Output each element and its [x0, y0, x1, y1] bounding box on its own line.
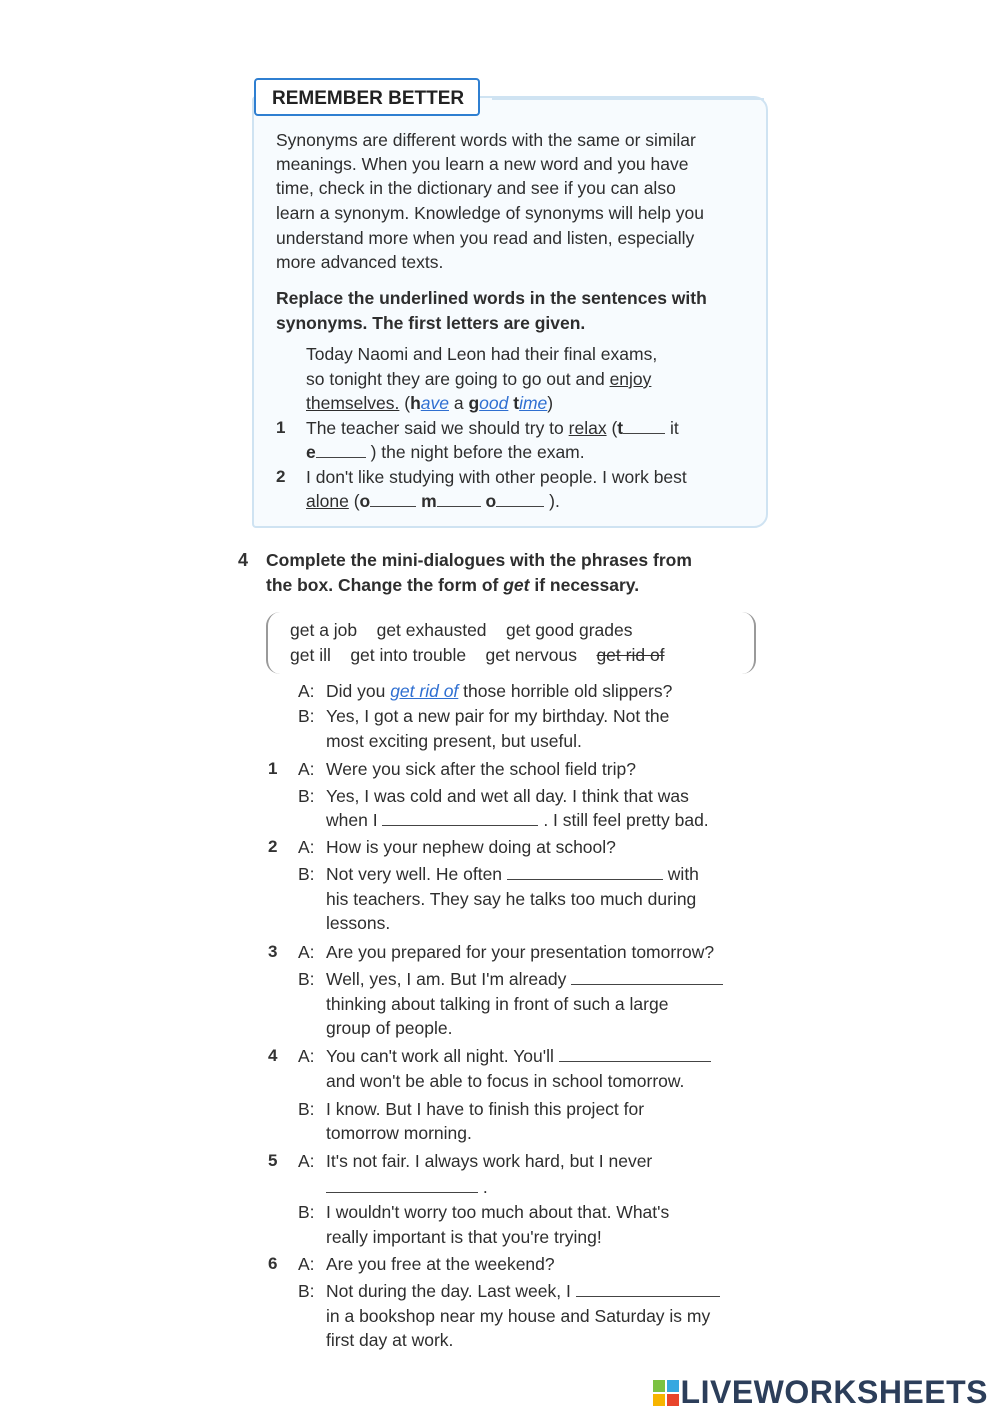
- example-answer: [404, 393, 553, 413]
- letter: e: [306, 442, 316, 462]
- dialogue-line: first day at work.: [326, 1330, 454, 1350]
- dialogue-line: [326, 967, 723, 991]
- phrase-row: [290, 618, 633, 642]
- phrase: get into trouble: [350, 645, 467, 665]
- remember-better-title: REMEMBER BETTER: [254, 78, 480, 116]
- item-line: [306, 440, 585, 464]
- exercise-instruction: [266, 573, 639, 597]
- example-text: so tonight they are going to go out and: [306, 369, 610, 389]
- intro-line: understand more when you read and listen, especially: [276, 228, 695, 248]
- intro-line: learn a synonym. Knowledge of synonyms will help you: [276, 203, 704, 223]
- dialogue-line: thinking about talking in front of such a large: [326, 994, 669, 1014]
- item-text: ).: [544, 491, 560, 511]
- remember-better-rule: [492, 98, 764, 100]
- dialogue-label: B:: [298, 969, 315, 989]
- letter: h: [410, 393, 421, 413]
- answer-blank[interactable]: [326, 1178, 478, 1193]
- letter: o: [359, 491, 371, 511]
- dialogue-line: Are you free at the weekend?: [326, 1254, 555, 1274]
- dialogue-label: A:: [298, 1046, 315, 1066]
- dialogue-text: those horrible old slippers?: [458, 681, 673, 701]
- underlined-word: themselves.: [306, 393, 400, 413]
- dialogue-text: Not very well. He often: [326, 864, 503, 884]
- dialogue-line: lessons.: [326, 913, 391, 933]
- dialogue-line: [326, 1279, 720, 1303]
- instruction-text: the box. Change the form of: [266, 575, 504, 595]
- underlined-word: alone: [306, 491, 349, 511]
- letter: t: [508, 393, 520, 413]
- letter: o: [485, 491, 497, 511]
- answer-blank[interactable]: [571, 970, 723, 985]
- answer-fill: ood: [479, 393, 509, 413]
- logo-text: LIVEWORKSHEETS: [680, 1374, 988, 1410]
- answer-blank[interactable]: [437, 492, 481, 507]
- instruction-text: get: [503, 575, 530, 595]
- dialogue-text: Well, yes, I am. But I'm already: [326, 969, 567, 989]
- answer-blank[interactable]: [507, 865, 663, 880]
- dialogue-label: B:: [298, 706, 315, 726]
- answer-blank[interactable]: [496, 492, 544, 507]
- paren: (: [606, 418, 618, 438]
- dialogue-label: A:: [298, 942, 315, 962]
- underlined-word: relax: [568, 418, 607, 438]
- dialogue-text: You can't work all night. You'll: [326, 1046, 554, 1066]
- dialogue-line: group of people.: [326, 1018, 453, 1038]
- dialogue-line: really important is that you're trying!: [326, 1227, 602, 1247]
- item-text: it: [665, 418, 679, 438]
- dialogue-line: [326, 1044, 711, 1068]
- letter: t: [617, 418, 624, 438]
- dialogue-line: [326, 679, 672, 703]
- dialogue-line: It's not fair. I always work hard, but I never: [326, 1151, 653, 1171]
- dialogue-label: A:: [298, 1254, 315, 1274]
- dialogue-number: 3: [268, 942, 278, 961]
- dialogue-line: tomorrow morning.: [326, 1123, 472, 1143]
- instruction-text: if necessary.: [529, 575, 640, 595]
- exercise-instruction: Complete the mini-dialogues with the phrases from: [266, 550, 692, 570]
- dialogue-label: A:: [298, 837, 315, 857]
- dialogue-number: 6: [268, 1254, 278, 1273]
- underlined-word: enjoy: [609, 369, 652, 389]
- dialogue-label: B:: [298, 1202, 315, 1222]
- paren: (: [404, 393, 411, 413]
- dialogue-label: A:: [298, 759, 315, 779]
- phrase-row: [290, 643, 665, 667]
- dialogue-line: most exciting present, but useful.: [326, 731, 582, 751]
- liveworksheets-mark-icon: [653, 1380, 679, 1406]
- example-line: [306, 367, 651, 391]
- phrase: get exhausted: [376, 620, 487, 640]
- phrase: get a job: [290, 620, 358, 640]
- dialogue-number: 5: [268, 1151, 278, 1170]
- dialogue-number: 2: [268, 837, 278, 856]
- instruction-line: synonyms. The first letters are given.: [276, 313, 586, 333]
- phrase-used: get rid of: [596, 645, 665, 665]
- dialogue-line: How is your nephew doing at school?: [326, 837, 616, 857]
- paren: ): [547, 393, 554, 413]
- dialogue-line: Are you prepared for your presentation tomorrow?: [326, 942, 715, 962]
- dialogue-line: I wouldn't worry too much about that. What's: [326, 1202, 670, 1222]
- paren: (: [348, 491, 360, 511]
- item-text: ) the night before the exam.: [365, 442, 585, 462]
- dialogue-line: Were you sick after the school field trip?: [326, 759, 636, 779]
- dialogue-line: in a bookshop near my house and Saturday is my: [326, 1306, 711, 1326]
- dialogue-text: .: [482, 1177, 488, 1197]
- intro-line: time, check in the dictionary and see if you can also: [276, 178, 676, 198]
- dialogue-number: 4: [268, 1046, 278, 1065]
- intro-line: meanings. When you learn a new word and you have: [276, 154, 689, 174]
- phrase: get ill: [290, 645, 331, 665]
- dialogue-line: I know. But I have to finish this project for: [326, 1099, 645, 1119]
- dialogue-text: when I: [326, 810, 378, 830]
- item-line: I don't like studying with other people. I work best: [306, 467, 687, 487]
- item-line: [306, 416, 679, 440]
- example-answer: get rid of: [390, 681, 459, 701]
- answer-blank[interactable]: [370, 492, 416, 507]
- dialogue-line: and won't be able to focus in school tomorrow.: [326, 1071, 685, 1091]
- dialogue-line: [326, 808, 709, 832]
- answer-fill: ave: [420, 393, 449, 413]
- dialogue-label: A:: [298, 681, 315, 701]
- exercise-number: 4: [238, 550, 249, 570]
- item-text: The teacher said we should try to: [306, 418, 569, 438]
- dialogue-line: Yes, I was cold and wet all day. I think that was: [326, 786, 689, 806]
- liveworksheets-logo: [653, 1374, 988, 1411]
- dialogue-label: B:: [298, 786, 315, 806]
- dialogue-text: Not during the day. Last week, I: [326, 1281, 571, 1301]
- dialogue-label: A:: [298, 1151, 315, 1171]
- intro-line: more advanced texts.: [276, 252, 444, 272]
- dialogue-label: B:: [298, 864, 315, 884]
- word: a: [449, 393, 469, 413]
- item-number: 2: [276, 467, 286, 486]
- answer-blank[interactable]: [316, 443, 366, 458]
- item-number: 1: [276, 418, 286, 437]
- dialogue-label: B:: [298, 1099, 315, 1119]
- example-line: Today Naomi and Leon had their final exams,: [306, 344, 658, 364]
- item-line: [306, 489, 560, 513]
- dialogue-text: . I still feel pretty bad.: [543, 810, 709, 830]
- answer-blank[interactable]: [559, 1047, 711, 1062]
- example-line: [306, 391, 553, 415]
- phrase: get good grades: [506, 620, 633, 640]
- dialogue-line: his teachers. They say he talks too much during: [326, 889, 697, 909]
- dialogue-line: [326, 1175, 488, 1199]
- dialogue-text: with: [667, 864, 699, 884]
- dialogue-number: 1: [268, 759, 278, 778]
- dialogue-line: [326, 862, 699, 886]
- dialogue-label: B:: [298, 1281, 315, 1301]
- dialogue-text: Did you: [326, 681, 391, 701]
- answer-blank[interactable]: [576, 1282, 720, 1297]
- dialogue-line: Yes, I got a new pair for my birthday. Not the: [326, 706, 670, 726]
- letter: g: [468, 393, 480, 413]
- answer-blank[interactable]: [623, 419, 665, 434]
- phrase: get nervous: [485, 645, 577, 665]
- answer-blank[interactable]: [382, 811, 538, 826]
- letter: m: [421, 491, 437, 511]
- answer-fill: ime: [519, 393, 548, 413]
- intro-line: Synonyms are different words with the same or similar: [276, 130, 696, 150]
- instruction-line: Replace the underlined words in the sentences with: [276, 288, 707, 308]
